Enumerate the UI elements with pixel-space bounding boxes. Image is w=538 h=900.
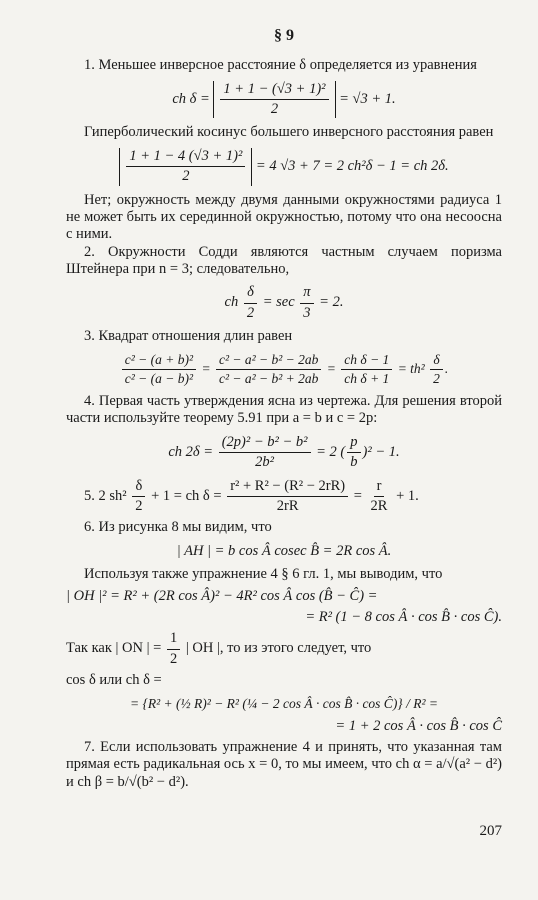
paragraph-3: Нет; окружность между двумя данными окружностями радиуса 1 не может быть их серединной окружностью, потому что она несоосна с ними.	[66, 191, 502, 243]
eq3-c: = 2.	[319, 294, 344, 311]
equation-9a: cos δ или ch δ =	[66, 672, 162, 689]
eq3-a: ch	[224, 294, 239, 311]
eq6-frac3	[368, 478, 391, 516]
p9-b: | OH |, то из этого следует, что	[185, 640, 372, 657]
paragraph-7: 6. Из рисунка 8 мы видим, что	[84, 519, 272, 536]
page-body	[66, 26, 502, 791]
eq6-b: + 1 = ch δ =	[151, 487, 222, 504]
eq6-frac2	[227, 478, 348, 516]
eq5-n2: p	[347, 434, 360, 453]
eq6-n2: r² + R² − (R² − 2rR)	[227, 478, 348, 497]
p9-d: 2	[169, 650, 178, 667]
eq6-d2: 2rR	[276, 497, 299, 514]
paragraph-4: 2. Окружности Содди являются частным случаем поризма Штейнера при n = 3; следовательно,	[66, 243, 502, 278]
equation-9b: = {R² + (½ R)² − R² (¼ − 2 cos Â · cos B̂ · cos Ĉ)} / R² =	[130, 695, 438, 711]
equation-5: ch 2δ = $\frac{\text{(2p)² − b² − b²}}{\text{2b²}}$ = 2 ( $\frac{p}{b}$ )² − 1.	[168, 433, 400, 471]
equation-8a: | OH |² = R² + (2R cos Â)² − 4R² cos Â cos (B̂ − Ĉ) =	[66, 587, 378, 604]
paragraph-8: Используя также упражнение 4 § 6 гл. 1, мы выводим, что	[84, 566, 443, 583]
eq5-b: = 2	[316, 444, 337, 461]
eq6-d3: 2R	[370, 497, 388, 514]
eq3-frac2	[300, 284, 313, 322]
eq6-d1: 2	[135, 497, 143, 514]
equation-1	[66, 81, 502, 119]
eq4-d3: ch δ + 1	[344, 370, 390, 386]
equation-4: $\frac{\text{c² − (a + b)²}}{\text{c² − (a − b)²}}$ = $\frac{\text{c² − a² − b² − 2ab}}{\text{c² − a² − b² + 2ab}}$ = $\frac{\text{ch δ − 1}}{\text{ch δ + 1}}$ = th² $\frac{\delta}{2}$ .	[66, 352, 502, 387]
eq4-n1: c² − (a + b)²	[122, 352, 196, 370]
eq2-rhs: = 4 √3 + 7 = 2 ch²δ − 1 = ch 2δ.	[255, 157, 449, 174]
paragraph-9	[66, 630, 502, 668]
eq4-n2: c² − a² − b² − 2ab	[216, 352, 321, 370]
eq6-frac1	[132, 478, 145, 516]
eq6-n3: r	[374, 478, 385, 497]
eq6-a: 5. 2 sh²	[84, 487, 127, 504]
eq4-frac1	[122, 352, 196, 387]
eq1-fraction	[220, 81, 328, 119]
paragraph-5: 3. Квадрат отношения длин равен	[84, 328, 293, 345]
eq6-c: =	[353, 487, 362, 504]
eq1-denominator: 2	[270, 100, 279, 117]
eq4-d1: c² − (a − b)²	[124, 370, 194, 386]
eq5-frac2	[347, 434, 360, 472]
page-number: 207	[479, 823, 502, 839]
eq3-d1: 2	[246, 304, 255, 321]
paragraph-2: Гиперболический косинус большего инверсного расстояния равен	[84, 124, 494, 141]
eq4-frac3	[341, 352, 392, 387]
eq5-c: ² − 1.	[367, 444, 400, 461]
eq2-denominator: 2	[182, 168, 190, 185]
eq1-rhs: = √3 + 1.	[339, 90, 396, 107]
section-heading: § 9	[274, 27, 294, 44]
eq3-n2: π	[300, 284, 313, 303]
equation-3	[66, 284, 502, 322]
eq5-frac1	[219, 434, 311, 472]
eq4-n3: ch δ − 1	[341, 352, 392, 370]
eq2-numerator: 1 + 1 − 4 (√3 + 1)²	[126, 148, 245, 167]
eq4-d4: 2	[433, 370, 440, 386]
equation-6	[66, 478, 502, 516]
eq4-tail: = th²	[397, 360, 425, 376]
eq3-b: = sec	[262, 294, 295, 311]
eq1-numerator: 1 + 1 − (√3 + 1)²	[220, 81, 328, 100]
eq2-abs	[119, 148, 252, 186]
eq4-frac4	[430, 352, 443, 387]
eq6-n1: δ	[132, 478, 145, 497]
paragraph-10: 7. Если использовать упражнение 4 и принять, что указанная там прямая есть радикальная ось x = 0, то мы имеем, что ch α = a/√(a² − d²) и ch β = b/√(b² − d²).	[66, 739, 502, 790]
equation-2	[66, 148, 502, 186]
p9-frac	[167, 630, 180, 668]
equation-7: | AH | = b cos Â cosec B̂ = 2R cos Â.	[176, 542, 392, 559]
paragraph-1: 1. Меньшее инверсное расстояние δ определяется из уравнения	[84, 57, 477, 74]
eq5-d2: b	[350, 454, 358, 471]
eq2-fraction	[126, 148, 245, 186]
eq3-d2: 3	[303, 304, 311, 321]
paragraph-6: 4. Первая часть утверждения ясна из чертежа. Для решения второй части используйте теорему 5.91 при a = b и c = 2p:	[66, 393, 502, 427]
eq6-e: + 1.	[396, 487, 419, 504]
eq5-d1: 2b²	[255, 454, 275, 471]
eq1-lhs: ch δ =	[172, 90, 210, 107]
eq5-n1: (2p)² − b² − b²	[219, 434, 311, 453]
eq3-n1: δ	[244, 284, 257, 303]
equation-8b: = R² (1 − 8 cos Â · cos B̂ · cos Ĉ).	[305, 608, 502, 625]
eq4-d2: c² − a² − b² + 2ab	[218, 370, 319, 386]
eq4-end: .	[444, 360, 449, 376]
equation-9c: = 1 + 2 cos Â · cos B̂ · cos Ĉ	[335, 717, 502, 734]
eq4-frac2	[216, 352, 321, 387]
eq4-n4: δ	[430, 352, 442, 370]
eq3-frac1	[244, 284, 257, 322]
p9-n: 1	[167, 630, 180, 649]
eq5-a: ch 2δ =	[168, 444, 214, 461]
eq1-abs	[213, 81, 335, 119]
p9-a: Так как | ON | =	[66, 640, 162, 657]
